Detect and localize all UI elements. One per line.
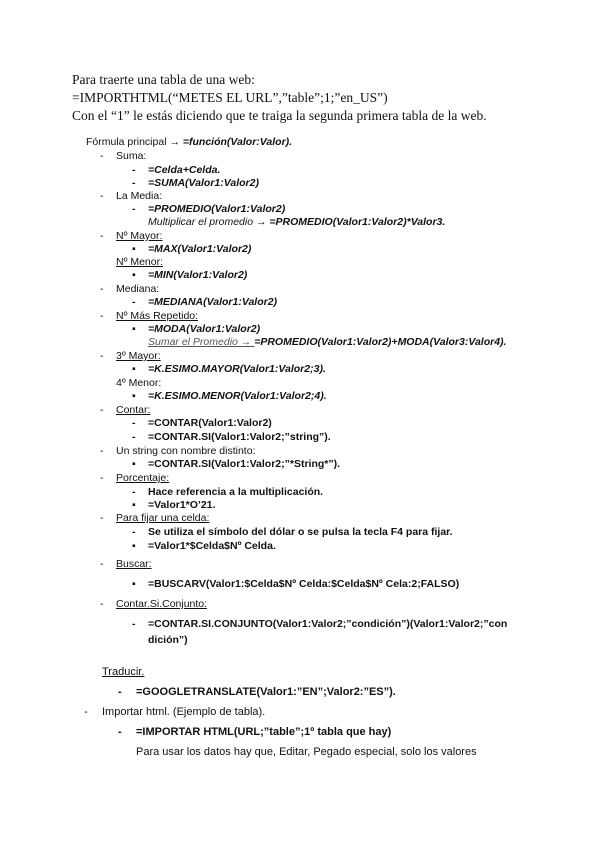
intro-line-2: =IMPORTHTML(“METES EL URL”,”table”;1;”en_US”) bbox=[72, 90, 388, 105]
section-title-string-nombre: Un string con nombre distinto: bbox=[116, 445, 256, 457]
square-bullet: ▪ bbox=[132, 269, 136, 281]
dash-bullet: - bbox=[132, 431, 136, 443]
formula-principal-value: =función(Valor:Valor). bbox=[182, 136, 293, 148]
section-title-fijar: Para fijar una celda: bbox=[116, 512, 210, 524]
dash-bullet: - bbox=[100, 558, 104, 570]
section-title-mediana: Mediana: bbox=[116, 283, 160, 295]
repetido-sub-line bbox=[148, 336, 506, 348]
square-bullet: ▪ bbox=[132, 578, 136, 590]
importar-note: Para usar los datos hay que, Editar, Pegado especial, solo los valores bbox=[136, 746, 477, 758]
section-title-porcentaje: Porcentaje: bbox=[116, 472, 170, 484]
dash-bullet: - bbox=[100, 350, 104, 362]
formula-max: =MAX(Valor1:Valor2) bbox=[148, 243, 252, 255]
repetido-sub-label: Sumar el Promedio → bbox=[148, 336, 255, 348]
formula-mediana: =MEDIANA(Valor1:Valor2) bbox=[148, 296, 278, 308]
dash-bullet: - bbox=[132, 177, 136, 189]
square-bullet: ▪ bbox=[132, 458, 136, 470]
media-sub-line bbox=[148, 216, 445, 228]
dash-bullet: - bbox=[132, 203, 136, 215]
section-title-mayor: Nº Mayor: bbox=[116, 230, 163, 242]
section-title-media: La Media: bbox=[116, 190, 163, 202]
intro-line-1: Para traerte una tabla de una web: bbox=[72, 72, 255, 87]
section-title-traducir: Traducir. bbox=[102, 666, 145, 678]
formula-k-esimo-mayor: =K.ESIMO.MAYOR(Valor1:Valor2;3). bbox=[148, 363, 326, 375]
dash-bullet: - bbox=[100, 150, 104, 162]
dash-bullet: - bbox=[132, 164, 136, 176]
formula-contar-si-conjunto-line-2: dición”) bbox=[148, 634, 188, 646]
section-title-repetido: Nº Más Repetido: bbox=[116, 310, 199, 322]
square-bullet: ▪ bbox=[132, 363, 136, 375]
formula-contar-si-conjunto-line-1: =CONTAR.SI.CONJUNTO(Valor1:Valor2;”condición”)(Valor1:Valor2;”con bbox=[148, 618, 508, 630]
dash-bullet: - bbox=[84, 706, 88, 718]
section-title-contar-conjunto: Contar.Si.Conjunto: bbox=[116, 598, 208, 610]
formula-contar-si-string: =CONTAR.SI(Valor1:Valor2;”*String*”). bbox=[148, 458, 341, 470]
media-sub-value: =PROMEDIO(Valor1:Valor2)*Valor3. bbox=[269, 216, 446, 228]
square-bullet: ▪ bbox=[132, 243, 136, 255]
section-title-contar: Contar: bbox=[116, 404, 151, 416]
section-title-buscar: Buscar: bbox=[116, 558, 152, 570]
dash-bullet: - bbox=[100, 190, 104, 202]
dash-bullet: - bbox=[100, 472, 104, 484]
section-title-tercer-mayor: 3º Mayor: bbox=[116, 350, 161, 362]
dash-bullet: - bbox=[118, 726, 122, 738]
formula-porcentaje: =Valor1*O’21. bbox=[148, 499, 216, 511]
formula-moda: =MODA(Valor1:Valor2) bbox=[148, 323, 261, 335]
formula-importar-html: =IMPORTAR HTML(URL;”table”;1º tabla que hay) bbox=[136, 726, 392, 738]
porcentaje-description: Hace referencia a la multiplicación. bbox=[148, 486, 324, 498]
fijar-description: Se utiliza el símbolo del dólar o se pulsa la tecla F4 para fijar. bbox=[148, 526, 453, 538]
square-bullet: ▪ bbox=[132, 323, 136, 335]
formula-suma-celdas: =Celda+Celda. bbox=[148, 164, 221, 176]
formula-suma: =SUMA(Valor1:Valor2) bbox=[148, 177, 259, 189]
section-title-suma: Suma: bbox=[116, 150, 147, 162]
formula-buscarv: =BUSCARV(Valor1:$Celda$Nº Celda:$Celda$Nº Cela:2;FALSO) bbox=[148, 578, 460, 590]
dash-bullet: - bbox=[100, 445, 104, 457]
repetido-sub-value: =PROMEDIO(Valor1:Valor2)+MODA(Valor3:Valor4). bbox=[254, 336, 507, 348]
dash-bullet: - bbox=[132, 618, 136, 630]
formula-principal-label: Fórmula principal → bbox=[86, 136, 183, 148]
formula-min: =MIN(Valor1:Valor2) bbox=[148, 269, 248, 281]
dash-bullet: - bbox=[132, 486, 136, 498]
dash-bullet: - bbox=[100, 512, 104, 524]
dash-bullet: - bbox=[100, 230, 104, 242]
media-sub-label: Multiplicar el promedio → bbox=[148, 216, 270, 228]
square-bullet: ▪ bbox=[132, 390, 136, 402]
formula-googletranslate: =GOOGLETRANSLATE(Valor1:”EN”;Valor2:”ES”). bbox=[136, 686, 396, 698]
dash-bullet: - bbox=[118, 686, 122, 698]
dash-bullet: - bbox=[100, 283, 104, 295]
intro-line-3: Con el “1” le estás diciendo que te traiga la segunda primera tabla de la web. bbox=[72, 108, 487, 123]
section-title-cuarto-menor: 4º Menor: bbox=[116, 377, 162, 389]
formula-contar-si: =CONTAR.SI(Valor1:Valor2;”string”). bbox=[148, 431, 331, 443]
section-title-importar: Importar html. (Ejemplo de tabla). bbox=[102, 706, 266, 718]
dash-bullet: - bbox=[100, 598, 104, 610]
formula-promedio: =PROMEDIO(Valor1:Valor2) bbox=[148, 203, 286, 215]
formula-principal bbox=[86, 136, 292, 148]
dash-bullet: - bbox=[132, 296, 136, 308]
dash-bullet: - bbox=[100, 310, 104, 322]
dash-bullet: - bbox=[132, 417, 136, 429]
formula-contar: =CONTAR(Valor1:Valor2) bbox=[148, 417, 272, 429]
dash-bullet: - bbox=[132, 526, 136, 538]
square-bullet: ▪ bbox=[132, 499, 136, 511]
formula-fijar: =Valor1*$Celda$Nº Celda. bbox=[148, 540, 276, 552]
square-bullet: ▪ bbox=[132, 540, 136, 552]
formula-k-esimo-menor: =K.ESIMO.MENOR(Valor1:Valor2;4). bbox=[148, 390, 327, 402]
dash-bullet: - bbox=[100, 404, 104, 416]
section-title-menor: Nº Menor: bbox=[116, 256, 164, 268]
